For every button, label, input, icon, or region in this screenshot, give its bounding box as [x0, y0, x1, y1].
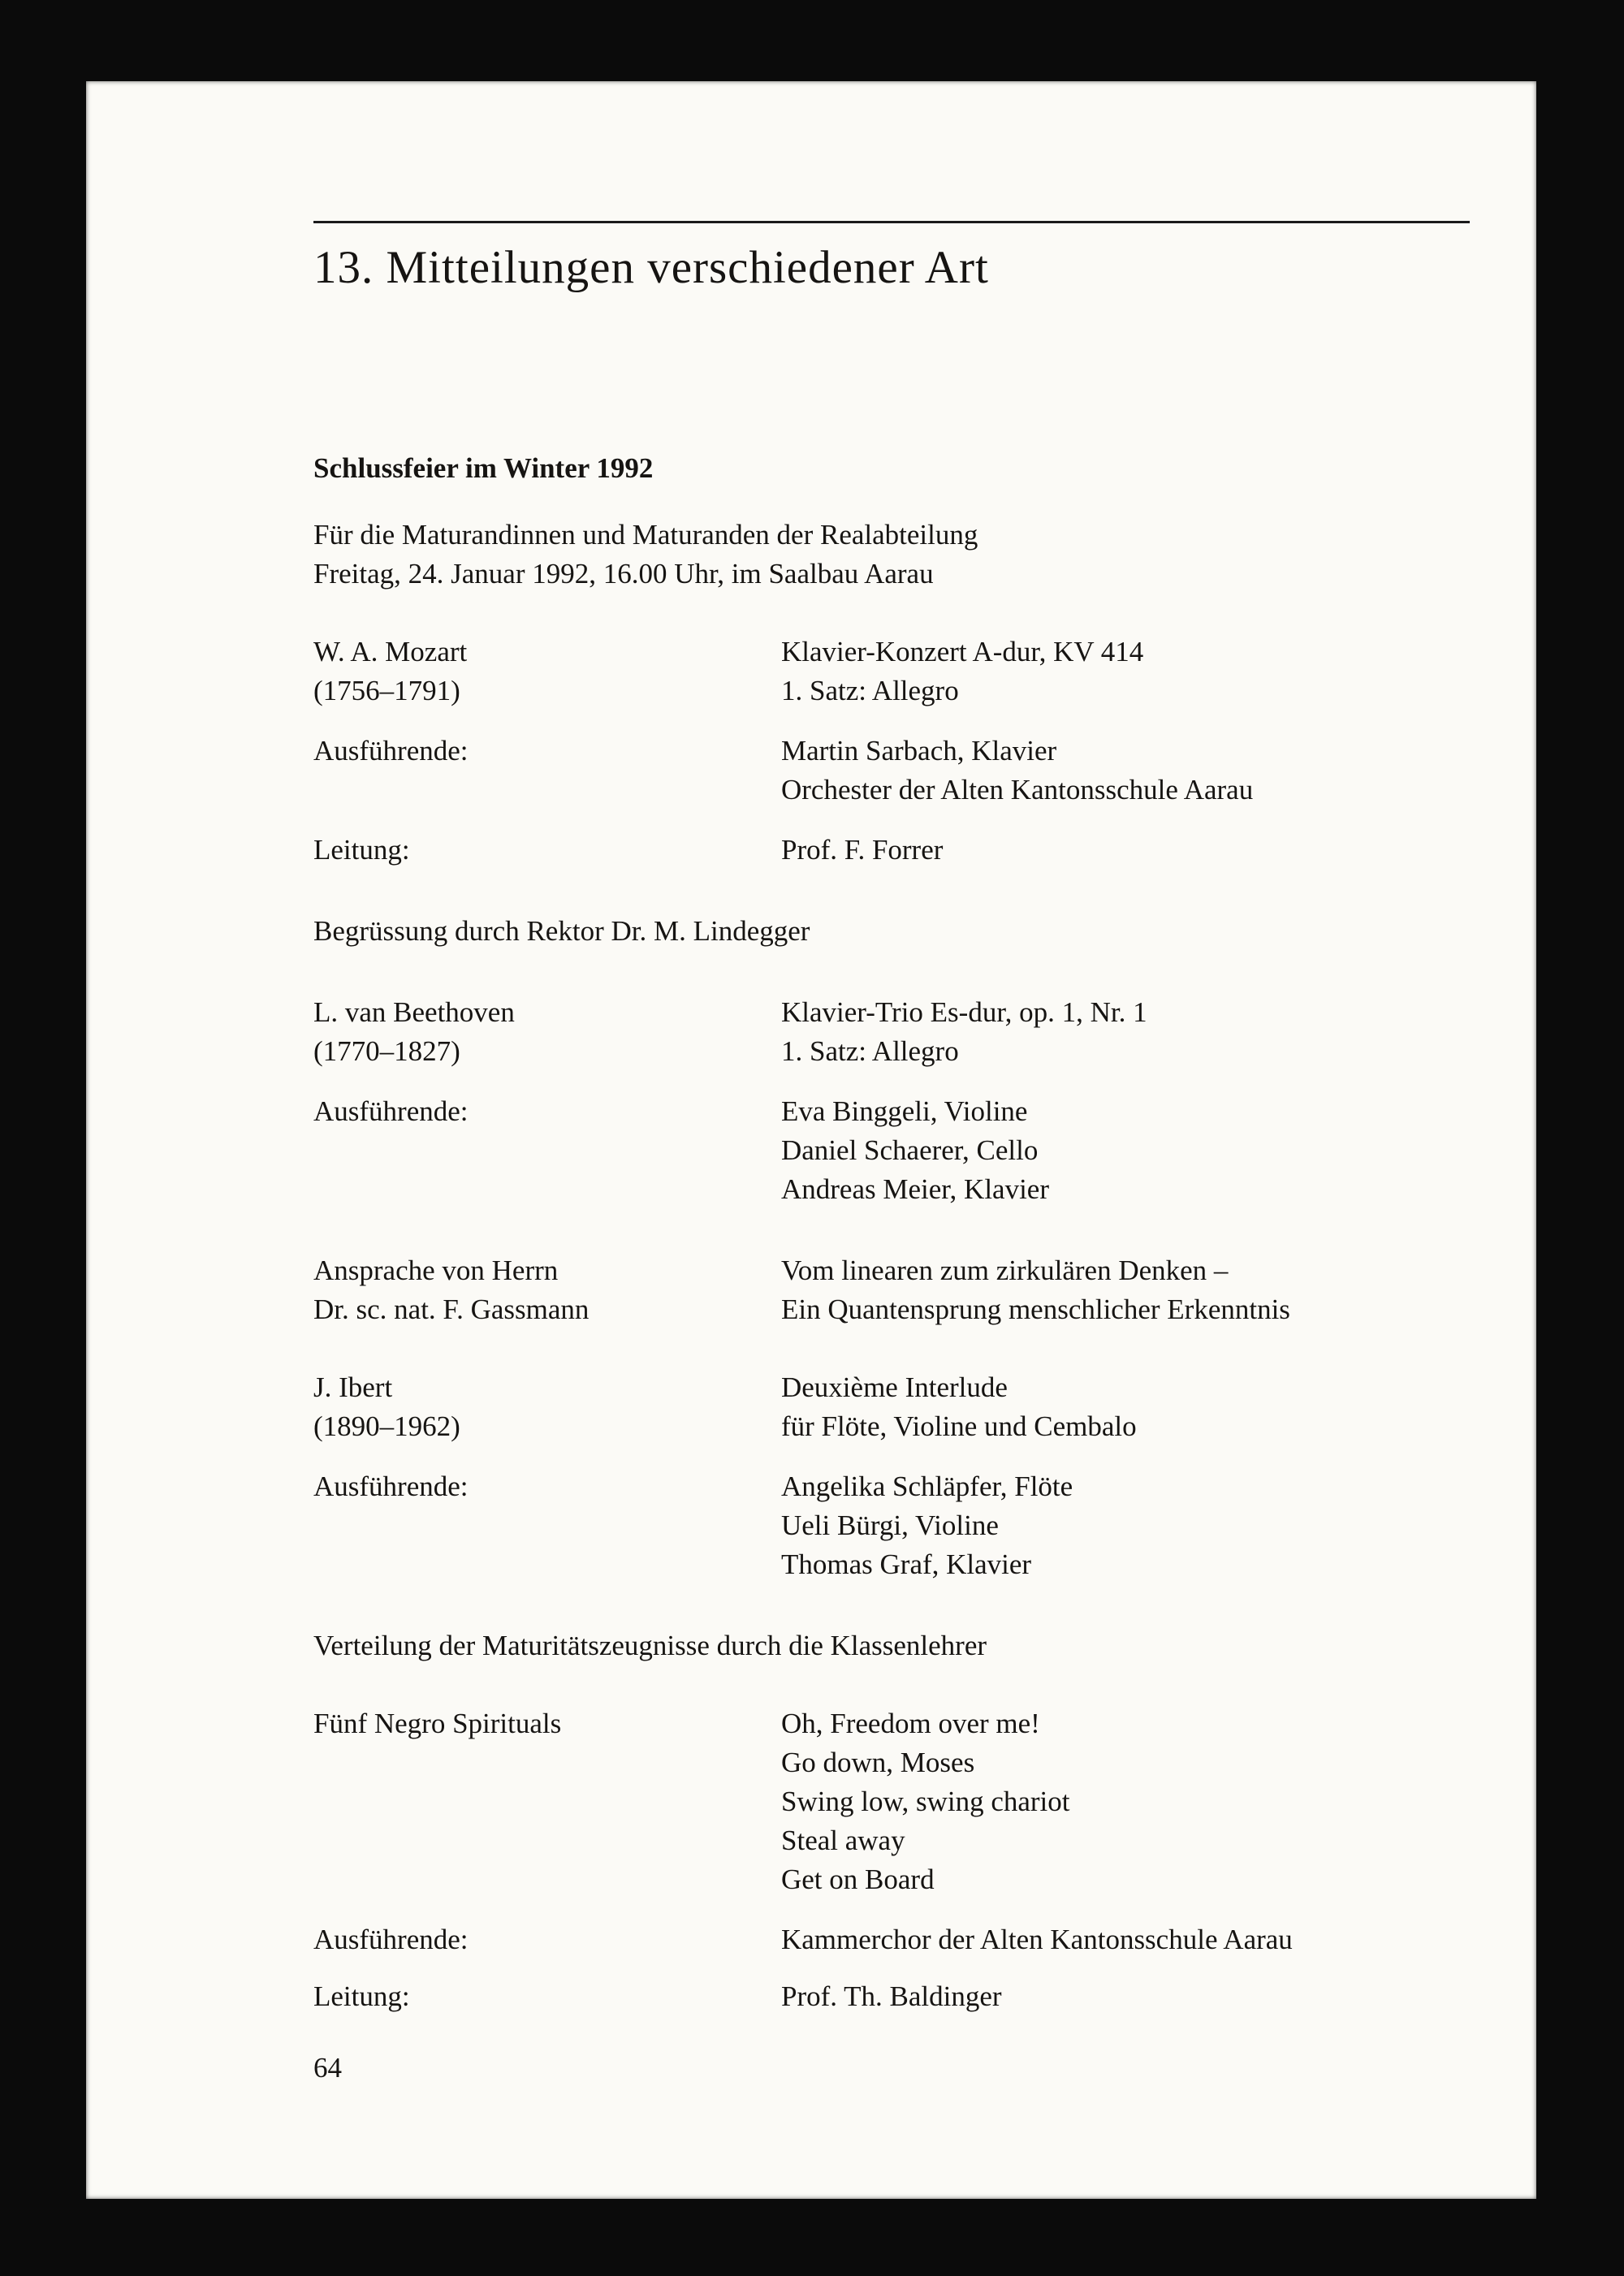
row-label	[313, 993, 781, 1071]
row-value	[781, 1977, 1471, 2016]
row-value	[781, 1920, 1471, 1959]
role-label: Leitung:	[313, 1980, 410, 2012]
performer: Andreas Meier, Klavier	[781, 1173, 1049, 1205]
song-title: Steal away	[781, 1825, 905, 1856]
work-group-title: Fünf Negro Spirituals	[313, 1708, 562, 1739]
section-heading: Schlussfeier im Winter 1992	[313, 452, 654, 484]
row-value	[781, 1704, 1471, 1899]
program-row	[313, 732, 1471, 810]
row-label	[313, 1467, 781, 1584]
program-row	[313, 993, 1471, 1071]
performer: Orchester der Alten Kantonsschule Aarau	[781, 774, 1254, 805]
speech-subtitle: Ein Quantensprung menschlicher Erkenntnis	[781, 1293, 1290, 1325]
composer-name: W. A. Mozart	[313, 636, 468, 667]
row-label	[313, 1920, 781, 1959]
performer: Prof. Th. Baldinger	[781, 1980, 1002, 2012]
role-label: Ausführende:	[313, 1471, 469, 1502]
composer-name: J. Ibert	[313, 1371, 393, 1403]
work-instrumentation: für Flöte, Violine und Cembalo	[781, 1410, 1137, 1442]
row-value	[781, 1092, 1471, 1209]
program-row	[313, 831, 1471, 870]
program-row	[313, 1977, 1471, 2016]
document-page	[86, 81, 1536, 2199]
program-row	[313, 633, 1471, 710]
work-title: Deuxième Interlude	[781, 1371, 1008, 1403]
program-row	[313, 1092, 1471, 1209]
speech-label: Ansprache von Herrn	[313, 1255, 559, 1286]
composer-dates: (1770–1827)	[313, 1035, 460, 1067]
work-title: Klavier-Trio Es-dur, op. 1, Nr. 1	[781, 996, 1147, 1028]
song-title: Swing low, swing chariot	[781, 1786, 1070, 1817]
program-row	[313, 1251, 1471, 1329]
performer: Eva Binggeli, Violine	[781, 1095, 1028, 1127]
performer: Angelika Schläpfer, Flöte	[781, 1471, 1073, 1502]
performer: Martin Sarbach, Klavier	[781, 735, 1057, 767]
intro-line: Für die Maturandinnen und Maturanden der Realabteilung	[313, 519, 978, 551]
composer-dates: (1756–1791)	[313, 675, 460, 706]
role-label: Ausführende:	[313, 1924, 469, 1955]
row-value	[781, 1467, 1471, 1584]
program-row	[313, 1368, 1471, 1446]
song-title: Get on Board	[781, 1864, 935, 1895]
row-label	[313, 831, 781, 870]
row-label	[313, 732, 781, 810]
program-row	[313, 1704, 1471, 1899]
program-line: Begrüssung durch Rektor Dr. M. Lindegger	[313, 915, 810, 947]
work-movement: 1. Satz: Allegro	[781, 1035, 959, 1067]
program-row	[313, 1920, 1471, 1959]
performer: Daniel Schaerer, Cello	[781, 1134, 1039, 1166]
work-movement: 1. Satz: Allegro	[781, 675, 959, 706]
top-rule	[313, 221, 1470, 223]
row-value	[781, 732, 1471, 810]
row-label	[313, 633, 781, 710]
performer: Prof. F. Forrer	[781, 834, 944, 866]
row-label	[313, 1251, 781, 1329]
page-content	[86, 81, 1536, 2088]
program-row	[313, 1467, 1471, 1584]
performer: Kammerchor der Alten Kantonsschule Aarau	[781, 1924, 1293, 1955]
work-title: Klavier-Konzert A-dur, KV 414	[781, 636, 1144, 667]
speech-speaker: Dr. sc. nat. F. Gassmann	[313, 1293, 590, 1325]
row-value	[781, 1368, 1471, 1446]
performer: Ueli Bürgi, Violine	[781, 1509, 999, 1541]
speech-title: Vom linearen zum zirkulären Denken –	[781, 1255, 1229, 1286]
intro-paragraph	[313, 516, 1471, 594]
role-label: Ausführende:	[313, 1095, 469, 1127]
row-label	[313, 1977, 781, 2016]
composer-name: L. van Beethoven	[313, 996, 515, 1028]
page-title: 13. Mitteilungen verschiedener Art	[313, 242, 989, 293]
role-label: Leitung:	[313, 834, 410, 866]
row-label	[313, 1704, 781, 1899]
role-label: Ausführende:	[313, 735, 469, 767]
song-title: Go down, Moses	[781, 1747, 975, 1778]
intro-line: Freitag, 24. Januar 1992, 16.00 Uhr, im Saalbau Aarau	[313, 558, 934, 590]
song-title: Oh, Freedom over me!	[781, 1708, 1040, 1739]
row-value	[781, 831, 1471, 870]
program-line: Verteilung der Maturitätszeugnisse durch die Klassenlehrer	[313, 1630, 987, 1661]
row-value	[781, 633, 1471, 710]
row-value	[781, 993, 1471, 1071]
row-label	[313, 1092, 781, 1209]
composer-dates: (1890–1962)	[313, 1410, 460, 1442]
row-value	[781, 1251, 1471, 1329]
performer: Thomas Graf, Klavier	[781, 1548, 1032, 1580]
page-number: 64	[313, 2052, 342, 2084]
row-label	[313, 1368, 781, 1446]
